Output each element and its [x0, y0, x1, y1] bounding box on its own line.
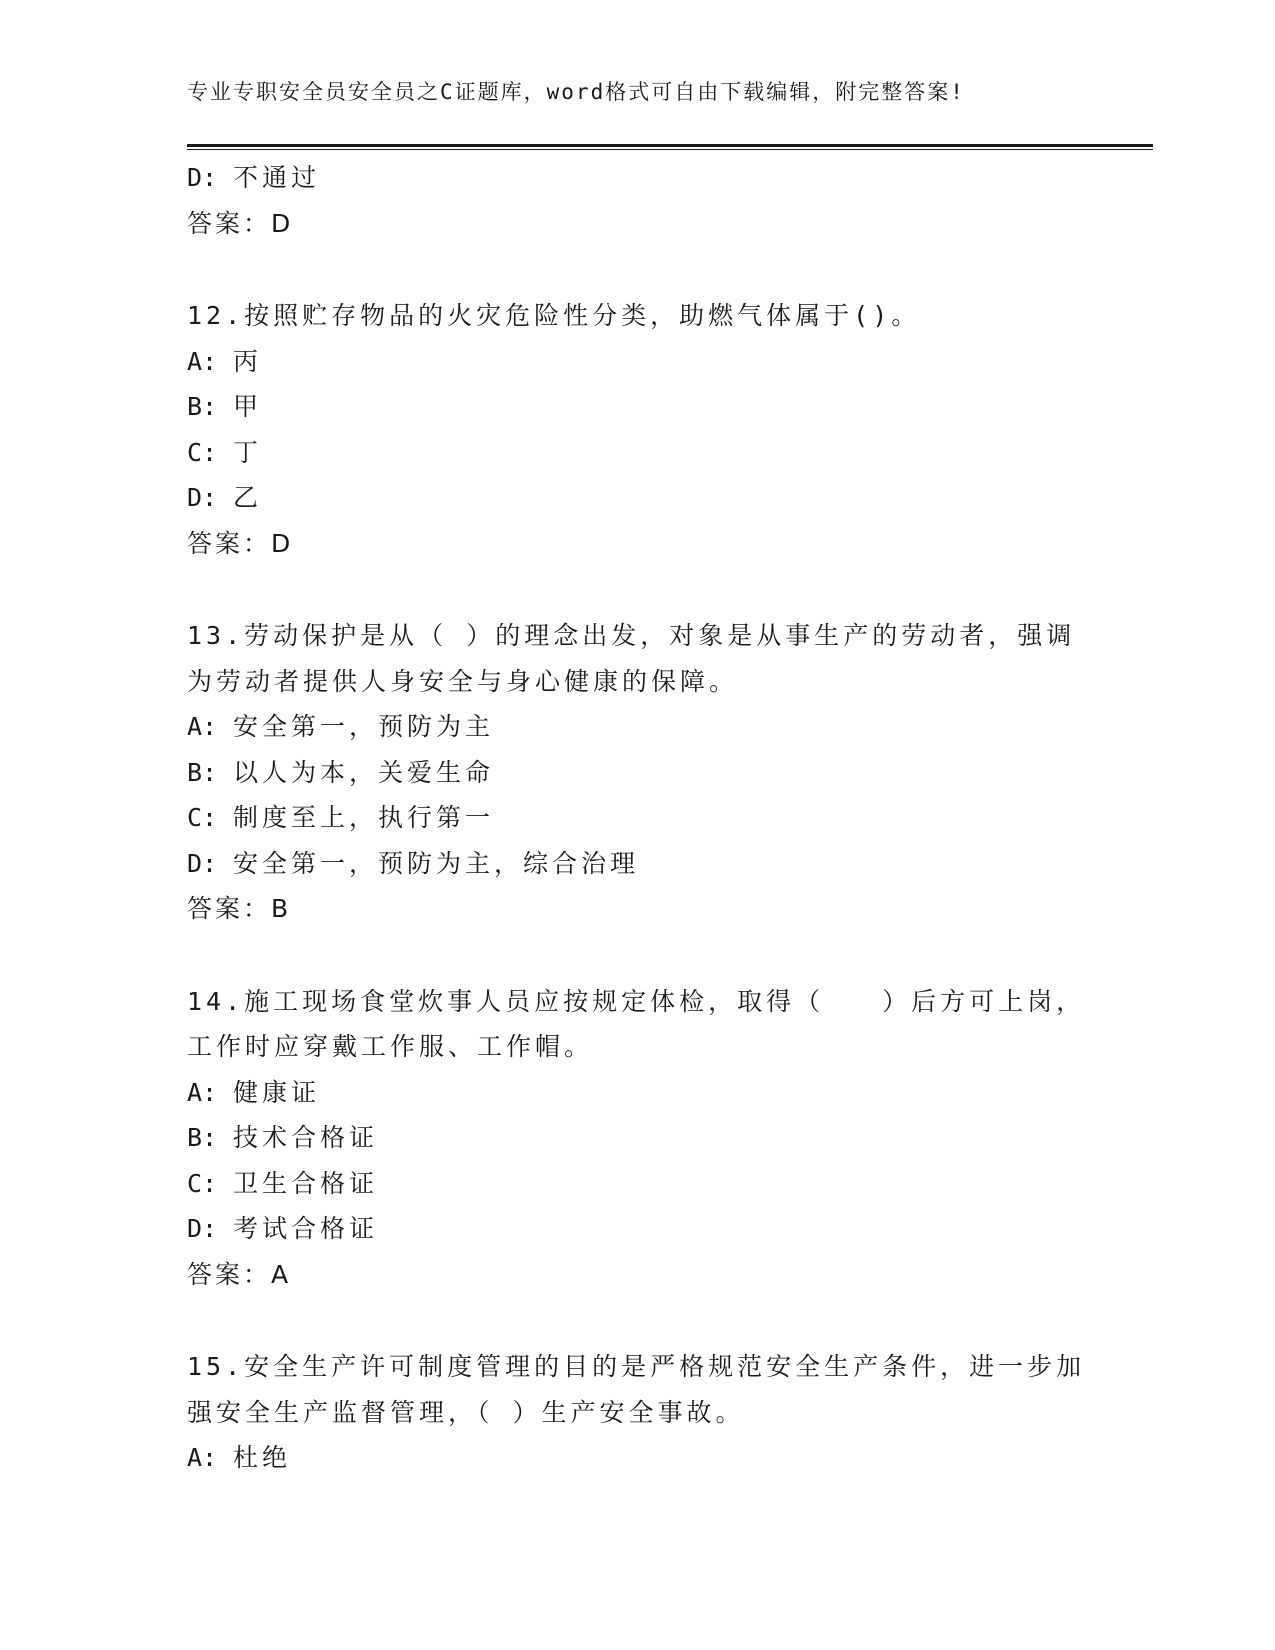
option-text: 技术合格证	[233, 1123, 379, 1152]
question-text: 15.安全生产许可制度管理的目的是严格规范安全生产条件，进一步加	[187, 1352, 1086, 1381]
option-key: A:	[187, 1443, 218, 1472]
page-header: 专业专职安全员安全员之C证题库，word格式可自由下载编辑，附完整答案!	[187, 80, 965, 104]
option-text: 安全第一，预防为主，综合治理	[233, 848, 640, 878]
question-text: 13.劳动保护是从（ ）的理念出发，对象是从事生产的劳动者，强调	[187, 621, 1076, 650]
option-line	[187, 1070, 1087, 1116]
option-text: 考试合格证	[233, 1214, 379, 1243]
question-text: 12.按照贮存物品的火灾危险性分类，助燃气体属于()。	[187, 301, 921, 330]
option-key: A:	[187, 712, 218, 741]
option-text: 健康证	[233, 1077, 321, 1107]
answer-line: 答案：D	[187, 528, 294, 558]
option-text: 乙	[233, 483, 263, 512]
option-line	[187, 430, 1087, 476]
question-13	[187, 613, 1087, 932]
option-line	[187, 750, 1087, 796]
header-rule-thin	[187, 149, 1153, 150]
option-key: A:	[187, 1077, 218, 1107]
option-key: B:	[187, 392, 218, 421]
option-line	[187, 1115, 1087, 1161]
question-text: 强安全生产监督管理，（ ）生产安全事故。	[187, 1397, 745, 1427]
option-text: 杜绝	[233, 1443, 292, 1472]
answer-line: 答案：B	[187, 894, 292, 923]
option-key: C:	[187, 437, 218, 467]
option-text: 丁	[233, 437, 263, 467]
option-line	[187, 841, 1087, 887]
option-line	[187, 384, 1087, 430]
option-key: D:	[187, 163, 218, 192]
option-key: D:	[187, 483, 218, 512]
document-body	[187, 155, 1087, 1481]
question-text: 为劳动者提供人身安全与身心健康的保障。	[187, 666, 739, 696]
option-line	[187, 1435, 1087, 1481]
option-line	[187, 1206, 1087, 1252]
question-text: 14.施工现场食堂炊事人员应按规定体检，取得（ ）后方可上岗，	[187, 986, 1086, 1016]
question-text: 工作时应穿戴工作服、工作帽。	[187, 1032, 594, 1061]
option-text: 安全第一，预防为主	[233, 712, 495, 741]
option-line	[187, 795, 1087, 841]
option-key: B:	[187, 1123, 218, 1152]
question-15	[187, 1344, 1087, 1481]
option-key: B:	[187, 757, 218, 787]
option-line	[187, 704, 1087, 750]
header-rule-thick	[187, 144, 1153, 147]
question-14	[187, 979, 1087, 1298]
option-text: 卫生合格证	[233, 1168, 379, 1198]
option-key: A:	[187, 346, 218, 376]
option-key: C:	[187, 803, 218, 832]
answer-line: 答案：A	[187, 1259, 292, 1289]
question-12	[187, 293, 1087, 566]
answer-line: 答案：D	[187, 208, 294, 238]
option-text: 以人为本，关爱生命	[233, 757, 495, 787]
option-key: C:	[187, 1168, 218, 1198]
option-text: 甲	[233, 392, 263, 421]
option-key: D:	[187, 848, 218, 878]
option-line	[187, 1161, 1087, 1207]
option-text: 丙	[233, 346, 263, 376]
option-line	[187, 339, 1087, 385]
option-line	[187, 155, 1087, 201]
option-text: 不通过	[233, 163, 321, 192]
option-text: 制度至上，执行第一	[233, 803, 495, 832]
option-key: D:	[187, 1214, 218, 1243]
option-line	[187, 475, 1087, 521]
